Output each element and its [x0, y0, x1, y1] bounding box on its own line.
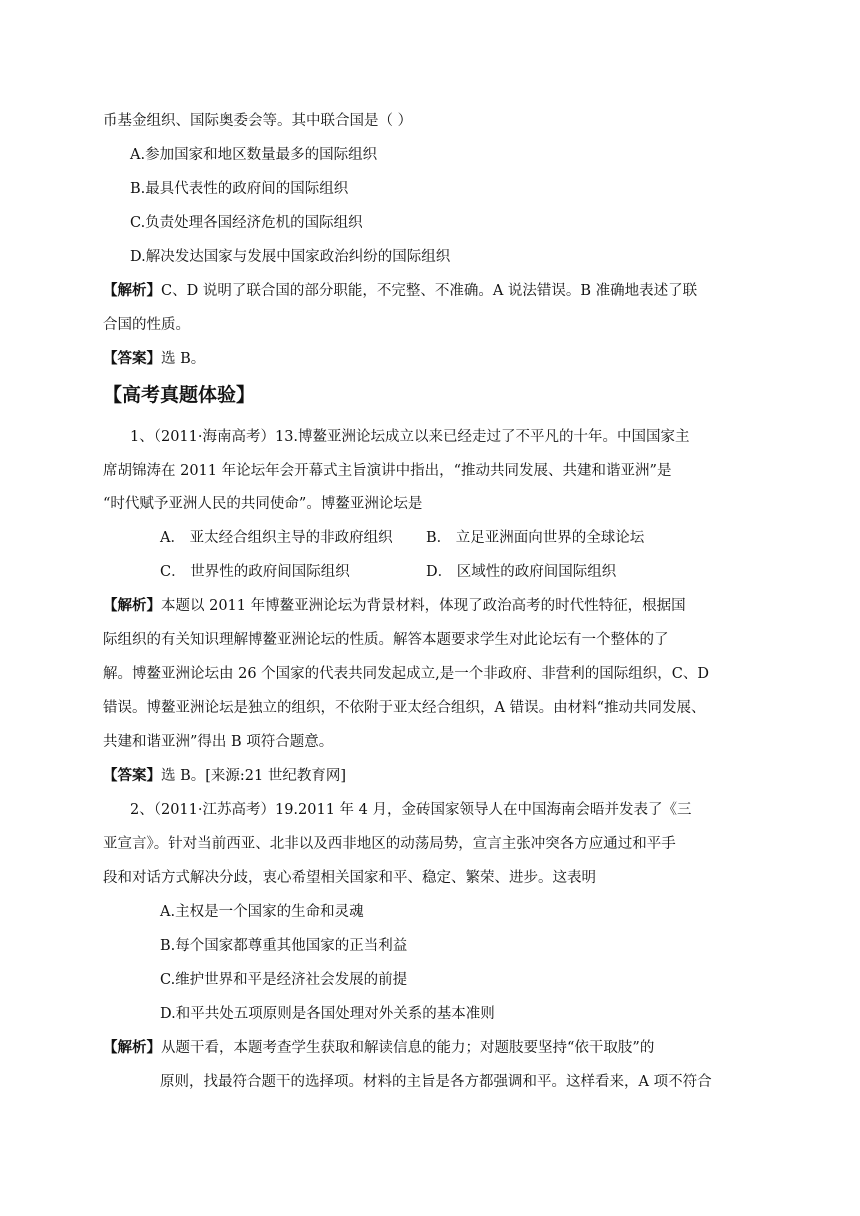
analysis-line [103, 1038, 654, 1058]
analysis-text: 本题以 2011 年博鳌亚洲论坛为背景材料，体现了政治高考的时代性特征，根据国 [161, 598, 686, 614]
analysis-line: 解。博鳌亚洲论坛由 26 个国家的代表共同发起成立,是一个非政府、非营利的国际组织，C、D [103, 666, 709, 682]
option-d: D.和平共处五项原则是各国处理对外关系的基本准则 [160, 1006, 495, 1022]
option-a: A.主权是一个国家的生命和灵魂 [160, 904, 364, 920]
answer-tag: 【答案】 [103, 768, 161, 784]
analysis-tag: 【解析】 [103, 598, 161, 614]
analysis-text: 从题干看，本题考查学生获取和解读信息的能力；对题肢要坚持“依干取肢”的 [161, 1040, 655, 1056]
analysis-line: 共建和谐亚洲”得出 B 项符合题意。 [103, 734, 334, 750]
question-stem-tail: 币基金组织、国际奥委会等。其中联合国是（ ） [103, 113, 413, 129]
question-stem: 2、（2011·江苏高考）19.2011 年 4 月，金砖国家领导人在中国海南会晤并发表了《三 [130, 802, 692, 818]
analysis-line [103, 596, 686, 616]
analysis-tag: 【解析】 [103, 283, 161, 299]
option-d: D． 区域性的政府间国际组织 [426, 564, 617, 580]
option-b: B． 立足亚洲面向世界的全球论坛 [426, 530, 645, 546]
answer-tag: 【答案】 [103, 351, 161, 367]
option-b: B.每个国家都尊重其他国家的正当利益 [160, 938, 408, 954]
question-stem: “时代赋予亚洲人民的共同使命”。博鳌亚洲论坛是 [103, 496, 423, 512]
analysis-line: 际组织的有关知识理解博鳌亚洲论坛的性质。解答本题要求学生对此论坛有一个整体的了 [103, 632, 669, 648]
answer-text: 选 B。[来源:21 世纪教育网] [161, 768, 347, 784]
answer-line [103, 766, 346, 786]
question-stem: 段和对话方式解决分歧，衷心希望相关国家和平、稳定、繁荣、进步。这表明 [103, 870, 596, 886]
option-d: D.解决发达国家与发展中国家政治纠纷的国际组织 [130, 249, 451, 265]
analysis-line [103, 281, 697, 301]
question-stem: 亚宣言》。针对当前西亚、北非以及西非地区的动荡局势，宣言主张冲突各方应通过和平手 [103, 836, 676, 852]
analysis-line: 原则，找最符合题干的选择项。材料的主旨是各方都强调和平。这样看来，A 项不符合 [160, 1074, 712, 1090]
answer-line [103, 349, 205, 369]
analysis-line: 合国的性质。 [103, 317, 190, 333]
option-a: A.参加国家和地区数量最多的国际组织 [130, 147, 378, 163]
option-a: A． 亚太经合组织主导的非政府组织 [160, 530, 393, 546]
option-c: C.负责处理各国经济危机的国际组织 [130, 215, 363, 231]
analysis-tag: 【解析】 [103, 1040, 161, 1056]
option-c: C． 世界性的政府间国际组织 [160, 564, 350, 580]
question-stem: 席胡锦涛在 2011 年论坛年会开幕式主旨演讲中指出，“推动共同发展、共建和谐亚洲”是 [103, 463, 672, 479]
analysis-line: 错误。博鳌亚洲论坛是独立的组织，不依附于亚太经合组织，A 错误。由材料“推动共同发展、 [103, 700, 706, 716]
question-stem: 1、（2011·海南高考）13.博鳌亚洲论坛成立以来已经走过了不平凡的十年。中国国家主 [130, 429, 690, 445]
section-title: 【高考真题体验】 [103, 384, 256, 406]
analysis-text: C、D 说明了联合国的部分职能，不完整、不准确。A 说法错误。B 准确地表述了联 [161, 283, 698, 299]
option-c: C.维护世界和平是经济社会发展的前提 [160, 972, 408, 988]
option-b: B.最具代表性的政府间的国际组织 [130, 181, 349, 197]
answer-text: 选 B。 [161, 351, 206, 367]
